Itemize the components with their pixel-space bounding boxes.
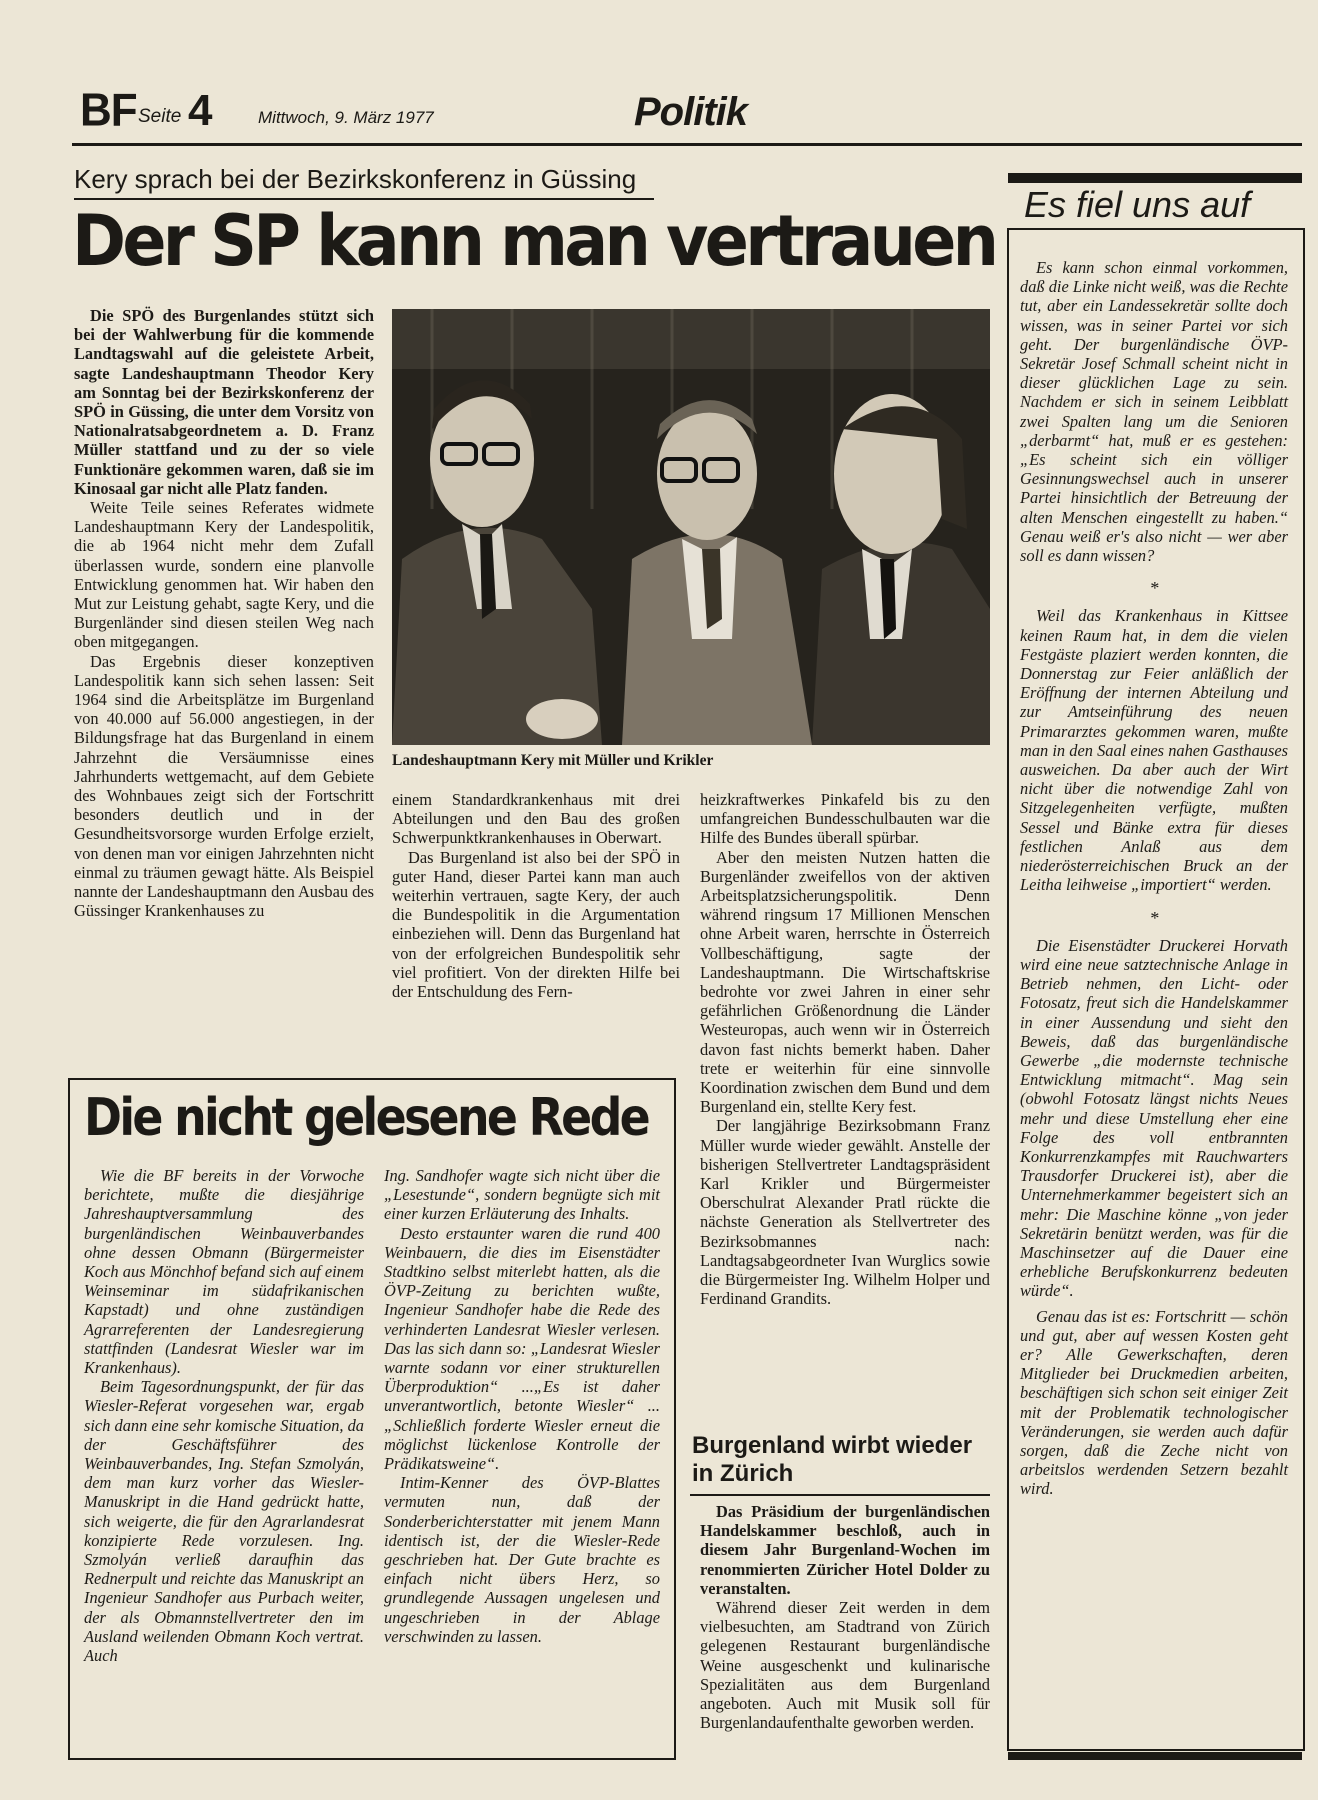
sidebar-top-rule xyxy=(1008,173,1302,183)
sidebar-column xyxy=(1020,258,1288,1499)
rede-column-1 xyxy=(84,1166,364,1665)
article-column-2 xyxy=(392,790,680,1001)
article-lead: Die SPÖ des Burgenlandes stützt sich bei der Wahlwerbung für die kommende Landtagswahl auf die geleistete Arbeit, sagte Landeshauptmann Theodor Kery am Sonntag bei der Bezirkskonferenz der SPÖ in Güssing, die unter dem Vorsitz von Nationalratsabgeordnetem a. D. Franz Müller stattfand und zu der so viele Funktionäre gekommen waren, daß sie im Kinosaal gar nicht alle Platz fanden. xyxy=(74,306,374,498)
zurich-rule xyxy=(690,1494,990,1496)
sidebar-title: Es fiel uns auf xyxy=(1024,184,1251,225)
zurich-headline: Burgenland wirbt wieder in Zürich xyxy=(692,1432,973,1487)
masthead: BF xyxy=(80,84,137,137)
rede-paragraph: Intim-Kenner des ÖVP-Blattes vermuten nun, daß der Sonderberichterstatter mit jenem Mann identisch ist, der die Wiesler-Rede geschrieben hat. Der Gute brachte es einfach nicht übers Herz, so grundlegende Aussagen ungelesen und ungeschrieben in der Ablage verschwinden zu lassen. xyxy=(384,1473,660,1646)
zurich-body: Während dieser Zeit werden in dem vielbesuchten, am Stadtrand von Zürich gelegenen Restaurant burgenländische Weine ausgeschenkt und kulinarische Spezialitäten aus dem Burgenland angeboten. Auch mit Musik soll für Burgenlandaufenthalte geworben werden. xyxy=(700,1598,990,1733)
article-photo xyxy=(392,309,990,745)
sidebar-paragraph: Genau das ist es: Fortschritt — schön und gut, aber auf wessen Kosten geht er? Alle Gewerkschaften, deren Mitglieder bei Druckmedien arbeiten, beschäftigen sich schon seit einiger Zeit mit der Problematik technologischer Veränderungen, sie werden auch dafür sorgen, daß die Zeche nicht von arbeitslos werdenden Setzern bezahlt wird. xyxy=(1020,1306,1288,1499)
sidebar-separator: * xyxy=(1149,578,1159,599)
rede-paragraph: Desto erstaunter waren die rund 400 Weinbauern, die dies im Eisenstädter Stadtkino selbst miterlebt hatten, als die ÖVP-Zeitung zu berichten wußte, Ingenieur Sandhofer habe die Rede des verhinderten Landesrat Wiesler verlesen. Das las sich dann so: „Landesrat Wiesler warnte sodann vor einer strukturellen Überproduktion“ ...„Es ist daher unverantwortlich, betonte Wiesler“ ... „Schließlich forderte Wiesler erneut die möglichst lückenlose Kontrolle der Prädikatsweine“. xyxy=(384,1223,660,1474)
page-number: 4 xyxy=(188,86,213,135)
article-column-3 xyxy=(700,790,990,1308)
section-title: Politik xyxy=(634,90,748,134)
issue-date: Mittwoch, 9. März 1977 xyxy=(258,108,434,127)
sidebar-paragraph: Weil das Krankenhaus in Kittsee keinen Raum hat, in dem die vielen Festgäste plaziert werden konnten, die Donnerstag zur Feier anläßlich der Eröffnung der internen Abteilung und zur Amtseinführung des neuen Primararztes gekommen waren, mußte man in den Saal eines nahen Gasthauses ausweichen. Da aber auch der Wirt nicht über die notwendige Zahl von Sitzgelegenheiten verfügte, mußten Sessel und Bänke extra für dieses festlichen Anlaß aus dem niederösterreichischen Bruck an der Leitha leihweise „importiert“ werden. xyxy=(1020,606,1288,895)
article-paragraph: Das Ergebnis dieser konzeptiven Landespolitik kann sich sehen lassen: Seit 1964 sind die Arbeitsplätze im Burgenland von 40.000 auf 56.000 angestiegen, in der Bildungsfrage hat das Burgenland in einem Jahrzehnt die Versäumnisse eines Jahrhunderts wettgemacht, auf dem Gebiete des Wohnbaues zeigt sich der Fortschritt besonders deutlich und in der Gesundheitsvorsorge wurden Erfolge erzielt, von denen man vor einigen Jahrzehnten nicht einmal zu träumen gewagt hätte. Als Beispiel nannte der Landeshauptmann den Ausbau des Güssinger Krankenhauses zu xyxy=(74,651,374,921)
rede-paragraph: Wie die BF bereits in der Vorwoche berichtete, mußte die diesjährige Jahreshauptversammlung des burgenländischen Weinbauverbandes ohne dessen Obmann (Bürgermeister Koch aus Mönchhof befand sich auf einem Weinseminar im südafrikanischen Kapstadt) und ohne zuständigen Agrarreferenten der Landesregierung stattfinden (Landesrat Wiesler war im Krankenhaus). xyxy=(84,1166,364,1378)
article-paragraph: heizkraftwerkes Pinkafeld bis zu den umfangreichen Bundesschulbauten war die Hilfe des Bundes überall spürbar. xyxy=(700,790,990,848)
photo-three-men-illustration xyxy=(392,309,990,745)
sidebar-separator: * xyxy=(1149,907,1159,928)
rede-column-2 xyxy=(384,1166,660,1646)
rede-paragraph: Ing. Sandhofer wagte sich nicht über die „Lesestunde“, sondern begnügte sich mit einer kurzen Erläuterung des Inhalts. xyxy=(384,1166,660,1224)
article-paragraph: Das Burgenland ist also bei der SPÖ in guter Hand, dieser Partei kann man auch weiterhin vertrauen, sagte Kery, der auch die Bundespolitik in die Argumentation einbeziehen will. Denn das Burgenland hat von der erfolgreichen Bundespolitik sehr viel profitiert. Von der direkten Hilfe bei der Entschuldung des Fern- xyxy=(392,847,680,1002)
article-paragraph: Aber den meisten Nutzen hatten die Burgenländer zweifellos von der aktiven Arbeitsplatzsicherungspolitik. Denn während ringsum 17 Millionen Menschen ohne Arbeit waren, herrschte in Österreich Vollbeschäftigung, sagte der Landeshauptmann. Die Wirtschaftskrise bedrohte vor zwei Jahren in einer sehr gefährlichen Größenordnung die Länder Westeuropas, auch wenn wir in Österreich davon fast nichts bemerkt haben. Daher trete er weiterhin für eine sinnvolle Koordination zwischen dem Bund und dem Burgenland ein, stellte Kery fest. xyxy=(700,847,990,1117)
zurich-article xyxy=(700,1502,990,1732)
sidebar-paragraph: Es kann schon einmal vorkommen, daß die Linke nicht weiß, was die Rechte tut, aber ein Landessekretär sollte doch wissen, was in seiner Partei vor sich geht. Der burgenländische ÖVP-Sekretär Josef Schmall scheint nicht in dieser glücklichen Lage zu sein. Nachdem er sich in seinem Leibblatt zwei Spalten lang um die Senioren „derbarmt“ hat, muß er es gestehen: „Es scheint sich ein völliger Gesinnungswechsel auch in unserer Partei hinsichtlich der Betreuung der alten Menschen eingestellt zu haben.“ Genau weiß er's also nicht — wer aber soll es dann wissen? xyxy=(1020,258,1288,566)
article-column-1 xyxy=(74,306,374,921)
article-paragraph: Der langjährige Bezirksobmann Franz Müller wurde wieder gewählt. Anstelle der bisherigen Stellvertreter Landtagspräsident Karl Krikler und Bürgermeister Oberschulrat Alexander Pratl rückte die nächste Generation als Stellvertreter des Bezirksobmannes nach: Landtagsabgeordneter Ivan Wurglics sowie die Bürgermeister Ing. Wilhelm Holper und Ferdinand Grandits. xyxy=(700,1116,990,1309)
article-paragraph: einem Standardkrankenhaus mit drei Abteilungen und den Bau des großen Schwerpunktkrankenhauses in Oberwart. xyxy=(392,790,680,848)
article-kicker: Kery sprach bei der Bezirkskonferenz in Güssing xyxy=(74,164,637,194)
rede-paragraph: Beim Tagesordnungspunkt, der für das Wiesler-Referat vorgesehen war, ergab sich dann eine sehr komische Situation, da der Geschäftsführer des Weinbauverbandes, Ing. Stefan Szmolyán, dem man kurz vorher das Wiesler-Manuskript in die Hand gedrückt hatte, sich weigerte, die für den Agrarlandesrat konzipierte Rede vorzulesen. Ing. Szmolyán verließ daraufhin das Rednerpult und reichte das Manuskript an Ingenieur Sandhofer aus Purbach weiter, der als Obmannstellvertreter den im Ausland weilenden Obmann Koch vertrat. Auch xyxy=(84,1377,364,1666)
article-headline: Der SP kann man vertrauen xyxy=(72,200,996,282)
page-label: Seite xyxy=(138,106,182,127)
rede-headline: Die nicht gelesene Rede xyxy=(84,1088,649,1148)
sidebar-bottom-rule xyxy=(1008,1752,1302,1760)
zurich-lead: Das Präsidium der burgenländischen Handelskammer beschloß, auch in diesem Jahr Burgenland-Wochen im renommierten Züricher Hotel Dolder zu veranstalten. xyxy=(700,1502,990,1598)
article-paragraph: Weite Teile seines Referates widmete Landeshauptmann Kery der Landespolitik, die ab 1964 nicht mehr dem Zufall überlassen wurde, sondern eine planvolle Entwicklung genommen hat. Wir haben den Mut zur Leistung gehabt, sagte Kery, und die Burgenländer sind diesen steilen Weg nach oben mitgegangen. xyxy=(74,498,374,652)
photo-caption: Landeshauptmann Kery mit Müller und Krikler xyxy=(392,752,714,769)
sidebar-paragraph: Die Eisenstädter Druckerei Horvath wird eine neue satztechnische Anlage in Betrieb nehmen, den Licht- oder Fotosatz, freut sich die Handelskammer in einer Aussendung und sieht den Beweis, daß das burgenländische Gewerbe „die modernste technische Entwicklung mitmacht“. Mag sein (obwohl Fotosatz längst nichts Neues mehr und diese Umstellung eher eine Folge des voll entbrannten Konkurrenzkampfes mit Rauchwarters Trausdorfer Druckerei ist), aber die Unternehmerkammer begeistert sich an mehr: Die Maschine könne „von jeder Sekretärin benützt werden, was für die Maschinsetzer auf die Dauer eine erhebliche Berufskonkurrenz bedeuten würde“. xyxy=(1020,935,1288,1301)
header-rule xyxy=(72,143,1302,146)
